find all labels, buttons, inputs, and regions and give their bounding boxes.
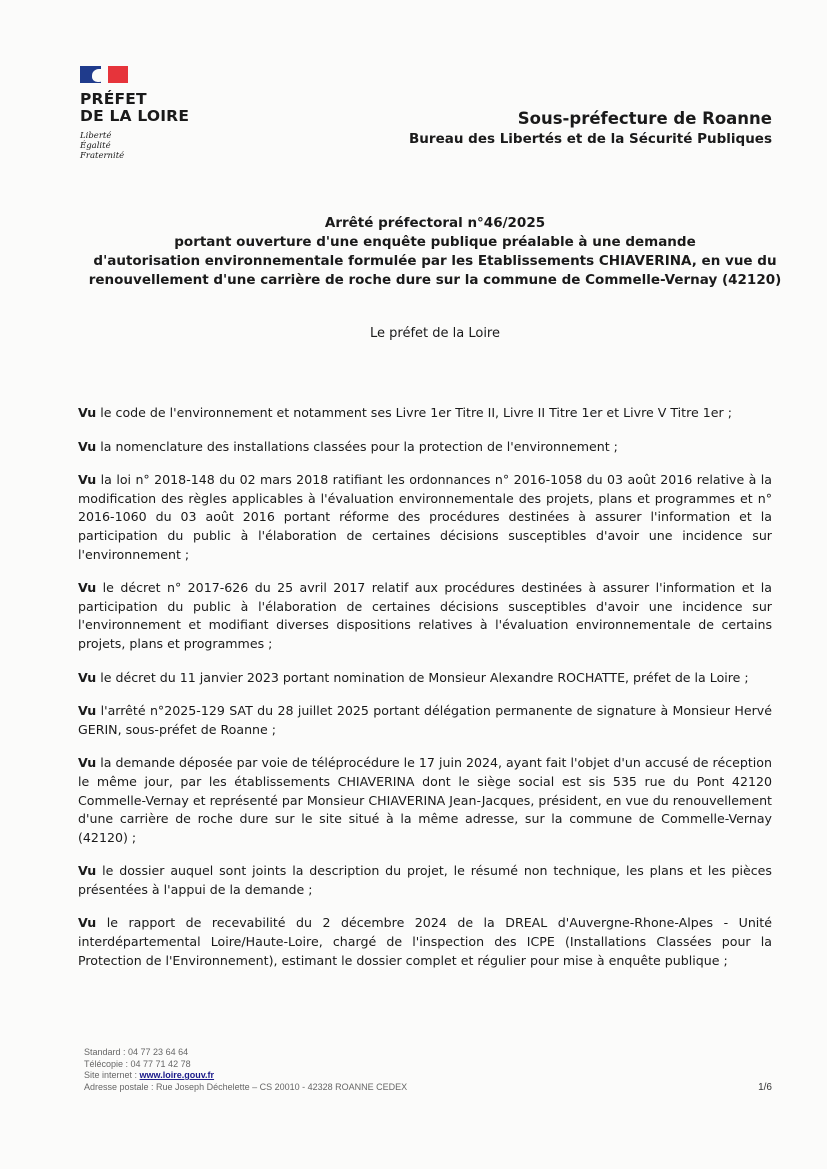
website-link[interactable]: www.loire.gouv.fr <box>139 1070 215 1080</box>
visa-paragraph: Vu le décret du 11 janvier 2023 portant nomination de Monsieur Alexandre ROCHATTE, préfet de la Loire ; <box>78 669 749 685</box>
visa-paragraph: Vu le rapport de recevabilité du 2 décembre 2024 de la DREAL d'Auvergne-Rhone-Alpes - Unité interdépartemental Loire/Haute-Loire, chargé de l'inspection des ICPE (Installations Classées pour la Protection de l'Environnement), estimant le dossier complet et régulier pour mise à enquête publique ; <box>78 915 772 968</box>
institution-name: PRÉFET DE LA LOIRE <box>80 90 190 125</box>
visa-paragraph: Vu la demande déposée par voie de téléprocédure le 17 juin 2024, ayant fait l'objet d'un accusé de réception le même jour, par les établissements CHIAVERINA dont le siège social est sis 535 rue du Pont 42120 Commelle-Vernay et représenté par Monsieur CHIAVERINA Jean-Jacques, président, en vue du renouvellement d'une carrière de roche dure sur le site situé à la même adresse, sur la commune de Commelle-Vernay (42120) ; <box>78 755 772 845</box>
visa-paragraph: Vu la nomenclature des installations classées pour la protection de l'environnement ; <box>78 438 618 454</box>
visa-paragraph: Vu la loi n° 2018-148 du 02 mars 2018 ratifiant les ordonnances n° 2016-1058 du 03 août 2016 relative à la modification des règles applicables à l'évaluation environnementale des projets, plans et programmes et n° 2016-1060 du 03 août 2016 portant réforme des procédures destinées à assurer l'information et la participation du public à l'élaboration de certaines décisions susceptibles d'avoir une incidence sur l'environnement ; <box>78 472 772 562</box>
prefet-logo <box>80 66 189 161</box>
visa-paragraph: Vu le dossier auquel sont joints la description du projet, le résumé non technique, les plans et les pièces présentées à l'appui de la demande ; <box>78 863 772 897</box>
page-number: 1/6 <box>758 1082 772 1093</box>
footer-address: Adresse postale : Rue Joseph Déchelette – CS 20010 - 42328 ROANNE CEDEX <box>84 1081 408 1092</box>
footer-standard: Standard : 04 77 23 64 64 <box>84 1047 189 1057</box>
marianne-flag-icon <box>80 66 128 83</box>
visa-paragraph: Vu le décret n° 2017-626 du 25 avril 2017 relatif aux procédures destinées à assurer l'information et la participation du public à l'élaboration de certaines décisions susceptibles d'avoir une incidence sur l'environnement et modifiant diverses dispositions relatives à l'évaluation environnementale de certains projets, plans et programmes ; <box>78 580 772 651</box>
visas-body <box>78 404 772 985</box>
visa-paragraph: Vu le code de l'environnement et notamment ses Livre 1er Titre II, Livre II Titre 1er et Livre V Titre 1er ; <box>78 405 732 420</box>
visa-paragraph: Vu l'arrêté n°2025-129 SAT du 28 juillet 2025 portant délégation permanente de signature à Monsieur Hervé GERIN, sous-préfet de Roanne ; <box>78 703 772 737</box>
service-header <box>409 108 772 149</box>
document-title: Arrêté préfectoral n°46/2025 portant ouverture d'une enquête publique préalable à une demande d'autorisation environnementale formulée par les Etablissements CHIAVERINA, en vue du renouvellement d'une carrière de roche dure sur la commune de Commelle-Vernay (42120) <box>88 215 782 288</box>
footer-contact <box>84 1047 407 1093</box>
prefet-line: Le préfet de la Loire <box>370 326 500 341</box>
service-title: Sous-préfecture de Roanne <box>517 109 772 128</box>
republic-motto: Liberté Égalité Fraternité <box>80 131 125 161</box>
footer-site: Site internet : www.loire.gouv.fr <box>84 1070 215 1080</box>
footer-telecopie: Télécopie : 04 77 71 42 78 <box>84 1058 191 1069</box>
service-subtitle: Bureau des Libertés et de la Sécurité Publiques <box>409 131 772 147</box>
